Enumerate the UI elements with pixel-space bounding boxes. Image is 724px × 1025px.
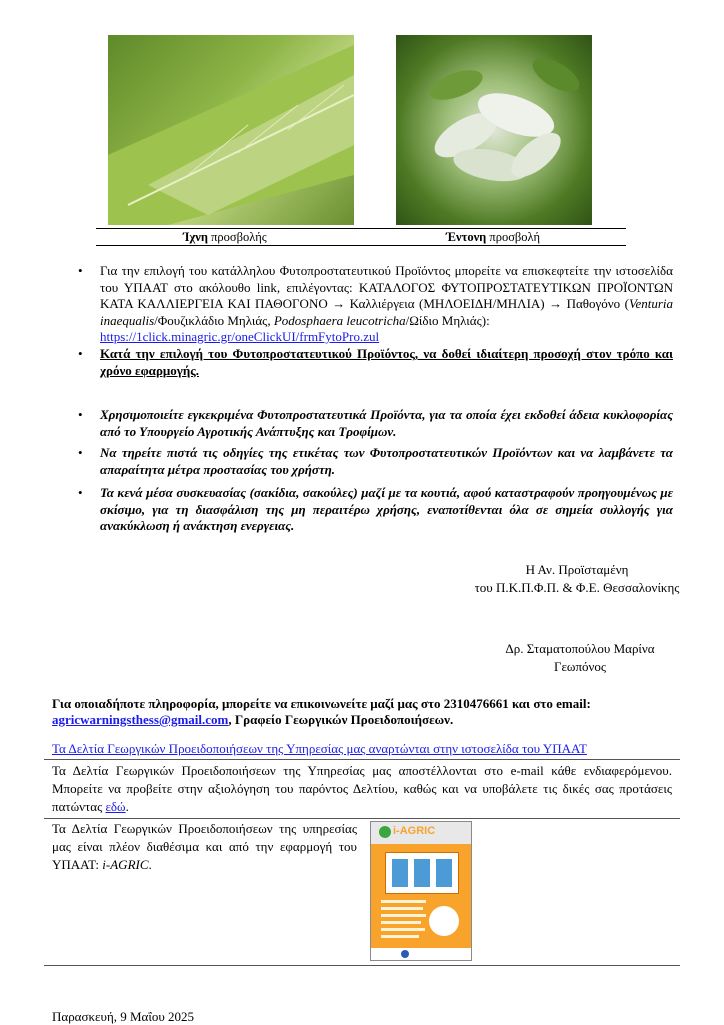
- contact-email-link[interactable]: agricwarningsthess@gmail.com: [52, 712, 229, 727]
- caption-bottom-line: [96, 245, 626, 246]
- pathogen-name: Venturia inaequalis: [100, 296, 673, 328]
- shoot-infection-photo: [396, 35, 592, 225]
- bullet-text: Κατά την επιλογή του Φυτοπροστατευτικού Προϊόντος, να δοθεί ιδιαίτερη προσοχή στον τρόπο και χρόνο εφαρμογής.: [100, 346, 673, 378]
- app-name: i-AGRIC: [102, 857, 149, 872]
- bullet-text: Τα κενά μέσα συσκευασίας (σακίδια, σακούλες) μαζί με τα κουτιά, αφού καταστραφούν προηγουμένως με σκίσιμο, για τη διασφάλιση της μη περαιτέρω χρήσης, εναποτίθενται όλα σε σημεία συλλογής για ανακύκλωση ή ανάκτηση ενεργειας.: [100, 485, 673, 533]
- minagric-link[interactable]: https://1click.minagric.gr/oneClickUI/frmFytoPro.zul: [100, 329, 380, 344]
- ypaat-website-link[interactable]: Τα Δελτία Γεωργικών Προειδοποιήσεων της Υπηρεσίας μας αναρτώνται στην ιστοσελίδα του ΥΠΑΑΤ: [52, 741, 587, 756]
- signature-name: Δρ. Σταματοπούλου Μαρίνα: [505, 641, 655, 656]
- footer-divider-2: [44, 818, 680, 819]
- signature-role-line2: του Π.Κ.Π.Φ.Π. & Φ.Ε. Θεσσαλονίκης: [474, 580, 680, 595]
- bullet-dot: •: [78, 445, 83, 460]
- phone-screens-icon: [385, 852, 459, 894]
- shoot-illustration: [396, 35, 592, 225]
- bullet-packaging-disposal: [78, 485, 673, 535]
- i-agric-app-poster[interactable]: [370, 821, 472, 961]
- bullet-label-instructions: [78, 445, 673, 478]
- bullet-text: /Ωίδιο Μηλιάς):: [405, 312, 490, 328]
- contact-office: , Γραφείο Γεωργικών Προειδοποιήσεων.: [228, 712, 454, 727]
- caption-right-rest: προσβολή: [486, 230, 541, 244]
- caption-left: [183, 230, 267, 245]
- bullet-dot: •: [78, 263, 83, 278]
- caption-left-bold: Ίχνη: [183, 230, 208, 244]
- signature-role-line1: Η Αν. Προϊσταμένη: [525, 562, 629, 577]
- footer-divider-1: [44, 759, 680, 760]
- signature-name-block: [490, 640, 670, 676]
- bullet-dot: •: [78, 346, 83, 361]
- leaf-infection-photo: [108, 35, 354, 225]
- footer-email-row: [52, 762, 672, 816]
- bullet-text: Να τηρείτε πιστά τις οδηγίες της ετικέτας των Φυτοπροστατευτικών Προϊόντων και να λαμβάνετε τα απαραίτητα μέτρα προστασίας του χρήστη.: [100, 445, 673, 477]
- caption-left-rest: προσβολής: [207, 230, 267, 244]
- footer-divider-3: [44, 965, 680, 966]
- contact-info: [52, 696, 672, 728]
- signature-role: [470, 561, 684, 597]
- ministry-emblem-icon: [401, 950, 409, 958]
- bullet-text: Χρησιμοποιείτε εγκεκριμένα Φυτοπροστατευτικά Προϊόντα, για τα οποία έχει εκδοθεί άδεια κυκλοφορίας από το Υπουργείο Αγροτικής Ανάπτυξης και Τροφίμων.: [100, 407, 673, 439]
- document-date: Παρασκευή, 9 Μαΐου 2025: [52, 1009, 195, 1024]
- bullet-dot: •: [78, 485, 83, 500]
- i-agric-logo: i-AGRIC: [393, 825, 436, 837]
- bullet-product-selection: [78, 263, 673, 346]
- bullet-approved-products: [78, 407, 673, 440]
- contact-text: Για οποιαδήποτε πληροφορία, μπορείτε να επικοινωνείτε μαζί μας στο 2310476661 και στο email:: [52, 696, 591, 711]
- caption-right: [446, 230, 540, 245]
- leaf-illustration: [108, 35, 354, 225]
- bullet-application-warning: [78, 346, 673, 379]
- poster-header: [371, 822, 471, 844]
- footer-email-text: Τα Δελτία Γεωργικών Προειδοποιήσεων της Υπηρεσίας μας αποστέλλονται στο e-mail κάθε ενδιαφερόμενου. Μπορείτε να προβείτε στην αξιολόγηση του παρόντος Δελτίου, καθώς και να υποβάλετε τις δικές σας προτάσεις πατώντας: [52, 763, 672, 814]
- feedback-link[interactable]: εδώ: [105, 799, 126, 814]
- bullet-text: /Φουζικλάδιο Μηλιάς,: [154, 312, 274, 328]
- bullet-text: Για την επιλογή του κατάλληλου Φυτοπροστατευτικού Προϊόντος μπορείτε να επισκεφτείτε την ιστοσελίδα του ΥΠΑΑΤ στο ακόλουθο link, επιλέγοντας: ΚΑΤΑΛΟΓΟΣ ΦΥΤΟΠΡΟΣΤΑΤΕΥΤΙΚΩΝ ΠΡΟΪΟΝΤΩΝ ΚΑΤΑ ΚΑΛΛΙΕΡΓΕΙΑ ΚΑΙ ΠΑΘΟΓΟΝΟ → Καλλιέργεια (ΜΗΛΟΕΙΔΗ/ΜΗΛΙΑ) → Παθογόνο (: [100, 263, 673, 311]
- signature-title: Γεωπόνος: [553, 659, 607, 674]
- caption-top-line: [96, 228, 626, 229]
- poster-footer: [371, 948, 471, 960]
- poster-badge-icon: [429, 906, 459, 936]
- footer-app-row: [52, 820, 357, 874]
- caption-right-bold: Έντονη: [446, 230, 487, 244]
- bullet-dot: •: [78, 407, 83, 422]
- footer-app-text: Τα Δελτία Γεωργικών Προειδοποιήσεων της υπηρεσίας μας είναι πλέον διαθέσιμα και από την εφαρμογή του ΥΠΑΑΤ:: [52, 821, 357, 872]
- pathogen-name: Podosphaera leucotricha: [273, 312, 406, 328]
- footer-email-end: .: [125, 799, 129, 814]
- footer-app-end: .: [148, 857, 152, 872]
- location-pin-icon: [379, 826, 391, 838]
